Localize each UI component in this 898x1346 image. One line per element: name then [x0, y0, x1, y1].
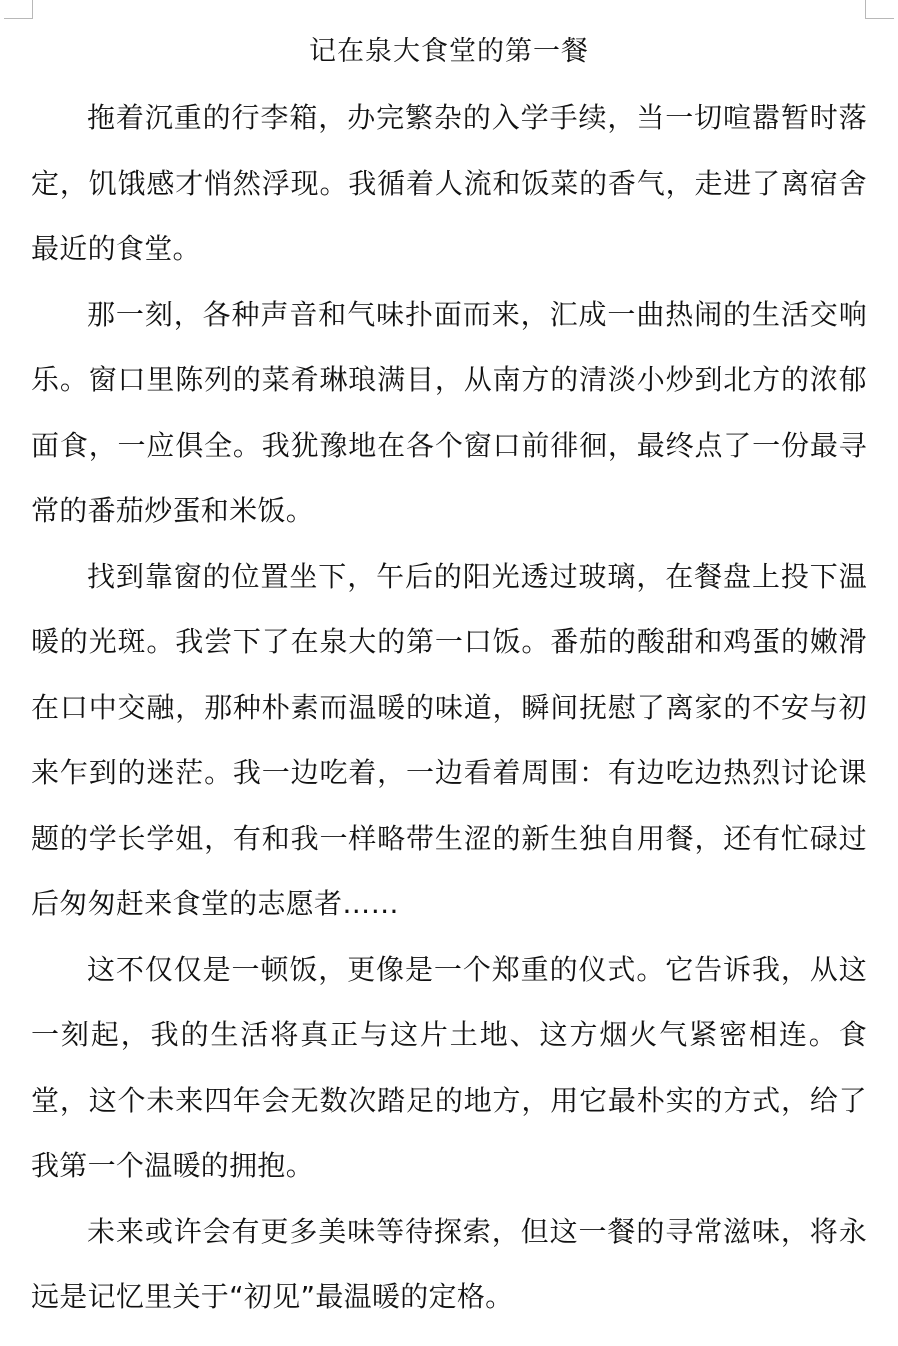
page-corner-mark-top-left: [4, 0, 33, 19]
paragraph: 拖着沉重的行李箱，办完繁杂的入学手续，当一切喧嚣暂时落定，饥饿感才悄然浮现。我循着人流和饭菜的香气，走进了离宿舍最近的食堂。: [31, 101, 867, 265]
paragraph: 未来或许会有更多美味等待探索，但这一餐的寻常滋味，将永远是记忆里关于“初见”最温暖的定格。: [31, 1214, 867, 1313]
document-title: 记在泉大食堂的第一餐: [309, 36, 589, 67]
paragraph: 这不仅仅是一顿饭，更像是一个郑重的仪式。它告诉我，从这一刻起，我的生活将真正与这片土地、这方烟火气紧密相连。食堂，这个未来四年会无数次踏足的地方，用它最朴实的方式，给了我第一个温暖的拥抱。: [31, 952, 867, 1182]
page-corner-mark-top-right: [865, 0, 894, 19]
paragraph: 找到靠窗的位置坐下，午后的阳光透过玻璃，在餐盘上投下温暖的光斑。我尝下了在泉大的第一口饭。番茄的酸甜和鸡蛋的嫩滑在口中交融，那种朴素而温暖的味道，瞬间抚慰了离家的不安与初来乍到的迷茫。我一边吃着，一边看着周围：有边吃边热烈讨论课题的学长学姐，有和我一样略带生涩的新生独自用餐，还有忙碌过后匆匆赶来食堂的志愿者……: [31, 559, 867, 920]
paragraph: 那一刻，各种声音和气味扑面而来，汇成一曲热闹的生活交响乐。窗口里陈列的菜肴琳琅满目，从南方的清淡小炒到北方的浓郁面食，一应俱全。我犹豫地在各个窗口前徘徊，最终点了一份最寻常的番茄炒蛋和米饭。: [31, 297, 867, 527]
document-body: [31, 85, 867, 1330]
